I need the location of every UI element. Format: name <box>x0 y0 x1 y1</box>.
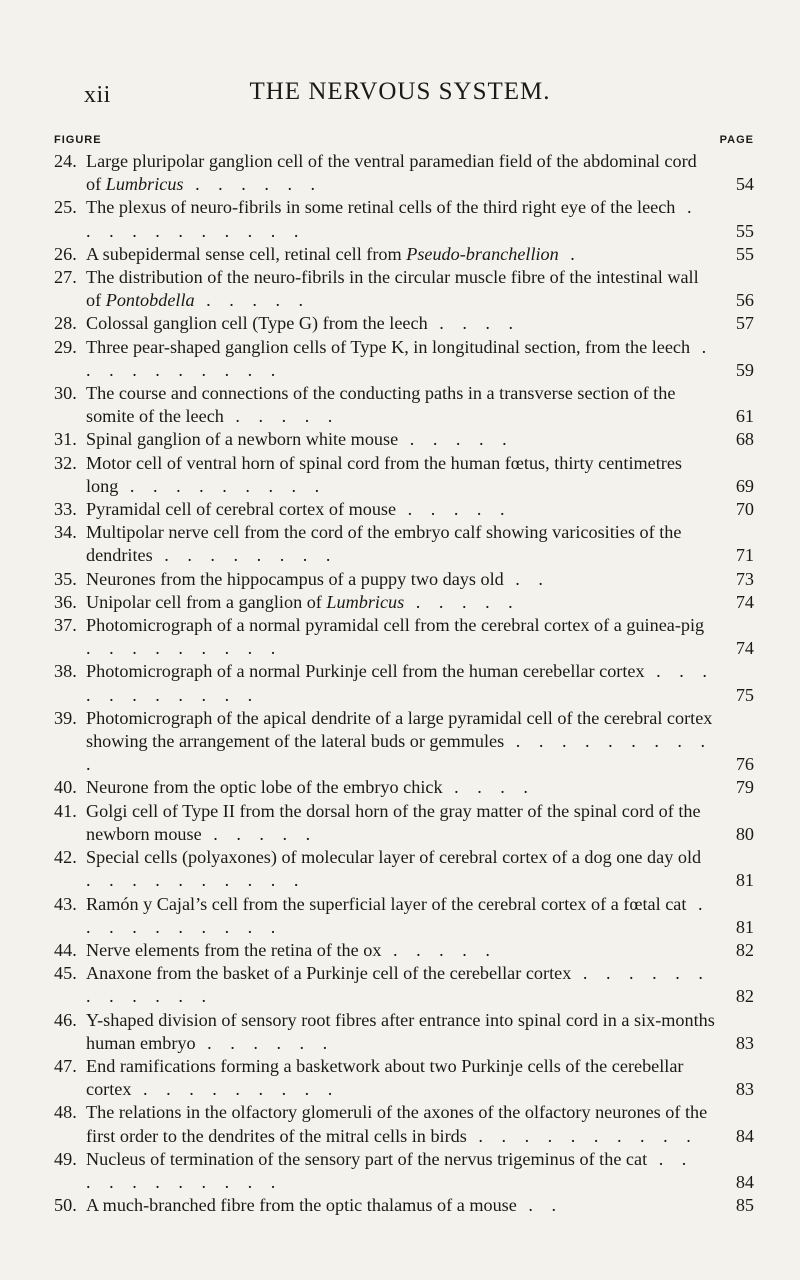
page-reference: 54 <box>735 174 754 195</box>
figure-number: 33. <box>54 499 77 520</box>
figure-caption <box>86 962 754 1008</box>
figure-caption <box>86 1194 754 1217</box>
running-title: THE NERVOUS SYSTEM. <box>249 78 551 105</box>
list-item <box>54 939 754 962</box>
figure-number: 45. <box>54 963 77 984</box>
caption-text: Nerve elements from the retina of the ox <box>86 939 382 960</box>
caption-text: The distribution of the neuro-fibrils in the circular muscle fibre of the intestinal wall of <box>86 267 699 311</box>
caption-text: Golgi cell of Type II from the dorsal horn of the gray matter of the spinal cord of the newborn mouse <box>86 800 701 844</box>
dot-leader: . . . . . . . . <box>152 545 338 566</box>
caption-text: The plexus of neuro-fibrils in some retinal cells of the third right eye of the leech <box>86 197 676 218</box>
caption-text: Colossal ganglion cell (Type G) from the leech <box>86 313 428 334</box>
figure-number: 41. <box>54 800 77 821</box>
caption-text: Large pluripolar ganglion cell of the ventral paramedian field of the abdominal cord of <box>86 151 697 195</box>
figure-caption <box>86 568 754 591</box>
list-item <box>54 776 754 799</box>
figure-caption <box>86 893 754 939</box>
caption-text: Unipolar cell from a ganglion of <box>86 591 327 612</box>
caption-text: Neurones from the hippocampus of a puppy two days old <box>86 568 504 589</box>
figure-number: 26. <box>54 243 77 264</box>
list-item <box>54 707 754 777</box>
figure-caption <box>86 776 754 799</box>
caption-text: Photomicrograph of the apical dendrite of a large pyramidal cell of the cerebral cortex showing the arrangement of the lateral buds or gemmules <box>86 707 713 752</box>
page-reference: 76 <box>735 754 754 775</box>
dot-leader: . <box>558 243 582 264</box>
list-item <box>54 1194 754 1217</box>
page-reference: 74 <box>735 638 754 659</box>
caption-text: Three pear-shaped ganglion cells of Type K, in longitudinal section, from the leech <box>86 336 691 357</box>
list-item <box>54 498 754 521</box>
caption-text: Neurone from the optic lobe of the embryo chick <box>86 777 443 798</box>
figure-caption <box>86 266 754 312</box>
page-reference: 61 <box>735 406 754 427</box>
dot-leader: . . . . . . . . . . . <box>86 661 714 705</box>
figure-caption <box>86 498 754 521</box>
dot-leader: . . . . . . . . . . <box>86 336 714 380</box>
figure-number: 25. <box>54 197 77 218</box>
figure-number: 39. <box>54 707 77 728</box>
figure-number: 29. <box>54 336 77 357</box>
list-item <box>54 614 754 660</box>
caption-italic-name: Lumbricus <box>326 591 405 612</box>
dot-leader: . . . . . . <box>183 174 323 195</box>
caption-text: Nucleus of termination of the sensory part of the nervus trigeminus of the cat <box>86 1148 648 1169</box>
page-reference: 83 <box>735 1079 754 1100</box>
figure-caption <box>86 939 754 962</box>
page-reference: 73 <box>735 568 754 589</box>
dot-leader: . . . . . . . . . <box>86 638 283 659</box>
dot-leader: . . . . . <box>201 823 318 844</box>
figure-number: 47. <box>54 1055 77 1076</box>
page-reference: 71 <box>735 545 754 566</box>
figure-caption <box>86 591 754 614</box>
caption-text: A much-branched fibre from the optic thalamus of a mouse <box>86 1195 517 1216</box>
caption-text: The relations in the olfactory glomeruli of the axones of the olfactory neurones of the first order to the dendrites of the mitral cells in birds <box>86 1102 708 1146</box>
list-item <box>54 312 754 335</box>
list-item <box>54 521 754 567</box>
list-item <box>54 266 754 312</box>
figure-caption <box>86 1009 754 1055</box>
caption-text: Spinal ganglion of a newborn white mouse <box>86 429 399 450</box>
caption-text: End ramifications forming a basketwork about two Purkinje cells of the cerebellar cortex <box>86 1055 684 1100</box>
figure-number: 35. <box>54 568 77 589</box>
figure-caption <box>86 1148 754 1194</box>
figure-number: 38. <box>54 661 77 682</box>
page-reference: 55 <box>735 243 754 264</box>
figure-list <box>54 150 754 1217</box>
dot-leader: . . . . . <box>398 429 514 450</box>
figure-number: 40. <box>54 777 77 798</box>
dot-leader: . . . . . <box>223 406 340 427</box>
list-item <box>54 800 754 846</box>
page-reference: 57 <box>735 313 754 334</box>
list-item <box>54 428 754 451</box>
figure-caption <box>86 614 754 660</box>
page-reference: 83 <box>735 1032 754 1053</box>
figure-caption <box>86 243 754 266</box>
list-item <box>54 568 754 591</box>
figure-number: 28. <box>54 313 77 334</box>
caption-text: Photomicrograph of a normal pyramidal cell from the cerebral cortex of a guinea-pig <box>86 615 705 636</box>
figure-caption <box>86 707 754 777</box>
figure-number: 32. <box>54 452 77 473</box>
page-reference: 82 <box>735 986 754 1007</box>
dot-leader: . . <box>503 568 550 589</box>
figure-caption <box>86 800 754 846</box>
caption-italic-name: Lumbricus <box>105 174 184 195</box>
figure-caption <box>86 1101 754 1147</box>
dot-leader: . . . . . . . . . . . . <box>86 963 710 1007</box>
list-item <box>54 846 754 892</box>
list-item <box>54 660 754 706</box>
figure-number: 42. <box>54 847 77 868</box>
dot-leader: . . . . <box>427 313 521 334</box>
figure-caption <box>86 846 754 892</box>
list-item <box>54 591 754 614</box>
page-reference: 70 <box>735 499 754 520</box>
page-reference: 82 <box>735 939 754 960</box>
figure-caption <box>86 150 754 196</box>
list-item <box>54 1101 754 1147</box>
column-headers <box>54 134 754 150</box>
page-reference: 55 <box>735 220 754 241</box>
dot-leader: . . . . . . . . . . <box>466 1125 698 1146</box>
figure-caption <box>86 336 754 382</box>
list-item <box>54 243 754 266</box>
caption-text: Photomicrograph of a normal Purkinje cell from the human cerebellar cortex <box>86 661 645 682</box>
dot-leader: . . . . . <box>194 290 311 311</box>
figure-caption <box>86 382 754 428</box>
caption-text: Motor cell of ventral horn of spinal cord from the human fœtus, thirty centimetres long <box>86 452 682 496</box>
dot-leader: . . . . . <box>396 499 512 520</box>
caption-text: Multipolar nerve cell from the cord of the embryo calf showing varicosities of the dendrites <box>86 522 682 566</box>
page-number: xii <box>84 82 111 108</box>
caption-text: Y-shaped division of sensory root fibres after entrance into spinal cord in a six-months human embryo <box>86 1009 715 1053</box>
page-reference: 84 <box>735 1171 754 1192</box>
dot-leader: . . . . <box>442 777 535 798</box>
dot-leader: . . . . . <box>381 939 497 960</box>
figure-number: 48. <box>54 1102 77 1123</box>
figure-number: 31. <box>54 429 77 450</box>
dot-leader: . . <box>516 1195 563 1216</box>
page-reference: 79 <box>735 777 754 798</box>
figure-number: 30. <box>54 383 77 404</box>
caption-text: Anaxone from the basket of a Purkinje cell of the cerebellar cortex <box>86 963 572 984</box>
list-item <box>54 382 754 428</box>
caption-italic-name: Pontobdella <box>105 290 195 311</box>
figure-caption <box>86 312 754 335</box>
page-reference: 68 <box>735 429 754 450</box>
page-reference: 56 <box>735 290 754 311</box>
figure-column-header: FIGURE <box>54 134 102 146</box>
page-reference: 75 <box>735 684 754 705</box>
page-header <box>0 78 800 118</box>
page-reference: 69 <box>735 475 754 496</box>
list-item <box>54 893 754 939</box>
figure-caption <box>86 1055 754 1101</box>
figure-number: 24. <box>54 151 77 171</box>
figure-caption <box>86 452 754 498</box>
list-item <box>54 452 754 498</box>
caption-text: Ramón y Cajal’s cell from the superficial layer of the cerebral cortex of a fœtal cat <box>86 893 687 914</box>
caption-text: Pyramidal cell of cerebral cortex of mouse <box>86 499 397 520</box>
dot-leader: . . . . . . . . . <box>118 475 327 496</box>
page-reference: 81 <box>735 916 754 937</box>
figure-caption <box>86 428 754 451</box>
caption-italic-name: Pseudo-branchellion <box>406 243 559 264</box>
page-column-header: PAGE <box>719 134 754 146</box>
list-item <box>54 336 754 382</box>
list-item <box>54 1055 754 1101</box>
figure-number: 44. <box>54 939 77 960</box>
dot-leader: . . . . . <box>404 591 520 612</box>
page-reference: 59 <box>735 359 754 380</box>
list-item <box>54 1009 754 1055</box>
figure-caption <box>86 660 754 706</box>
figure-number: 50. <box>54 1195 77 1216</box>
figure-caption <box>86 196 754 242</box>
page-reference: 85 <box>735 1195 754 1216</box>
dot-leader: . . . . . . . . . <box>131 1079 340 1100</box>
caption-text: Special cells (polyaxones) of molecular layer of cerebral cortex of a dog one day old <box>86 847 702 868</box>
dot-leader: . . . . . . . . . . <box>86 731 713 775</box>
dot-leader: . . . . . . . . . . . <box>86 1148 694 1192</box>
dot-leader: . . . . . . . . . . <box>86 893 710 937</box>
figure-number: 43. <box>54 893 77 914</box>
page-reference: 84 <box>735 1125 754 1146</box>
dot-leader: . . . . . . . . . . <box>86 870 306 891</box>
page-reference: 80 <box>735 823 754 844</box>
caption-text: A subepidermal sense cell, retinal cell from <box>86 243 407 264</box>
figure-number: 27. <box>54 267 77 288</box>
figure-number: 37. <box>54 615 77 636</box>
list-item <box>54 962 754 1008</box>
caption-text: The course and connections of the conducting paths in a transverse section of the somite of the leech <box>86 383 676 427</box>
dot-leader: . . . . . . <box>195 1032 335 1053</box>
list-item <box>54 1148 754 1194</box>
figure-number: 49. <box>54 1148 77 1169</box>
list-item <box>54 150 754 196</box>
list-item <box>54 196 754 242</box>
figure-number: 34. <box>54 522 77 543</box>
page-reference: 74 <box>735 591 754 612</box>
figure-caption <box>86 521 754 567</box>
figure-number: 36. <box>54 591 77 612</box>
dot-leader: . . . . . . . . . . . <box>86 197 699 241</box>
figure-number: 46. <box>54 1009 77 1030</box>
page-reference: 81 <box>735 870 754 891</box>
